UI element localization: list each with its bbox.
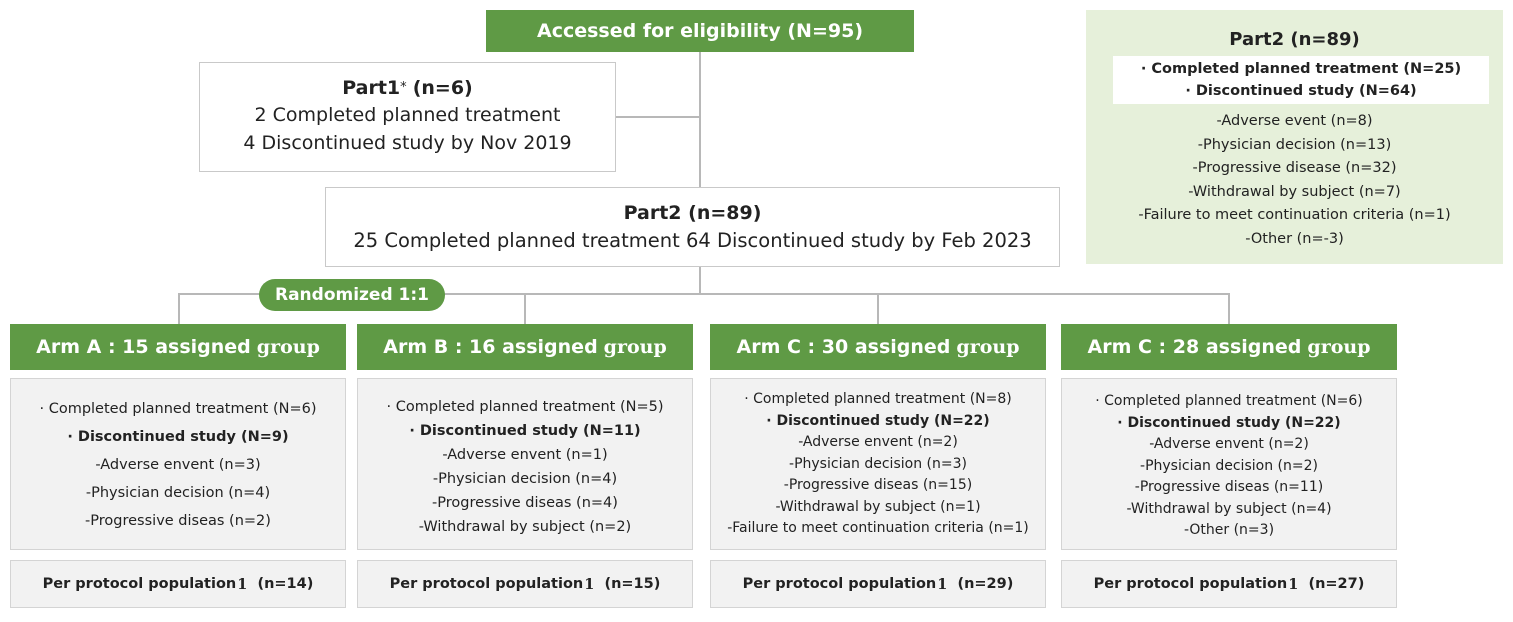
pp-superscript: 1	[1288, 575, 1299, 593]
part1-title: Part1	[342, 77, 401, 99]
pp-count: (n=15)	[604, 576, 661, 592]
arm-c1-reason: -Progressive diseas (n=15)	[783, 477, 973, 493]
arm-b-title: Arm B : 16 assigned	[383, 336, 598, 358]
part2-summary-panel	[1086, 10, 1503, 264]
pp-label: Per protocol population	[389, 576, 584, 592]
arm-c2-reason: -Physician decision (n=2)	[1140, 457, 1318, 474]
part2-summary-discontinued: · Discontinued study (N=64)	[1185, 83, 1417, 99]
arm-a-reason: -Adverse envent (n=3)	[95, 457, 261, 473]
part2-center-line: 25 Completed planned treatment 64 Discontinued study by Feb 2023	[353, 229, 1032, 252]
arm-c1-reason: -Failure to meet continuation criteria (n=1)	[727, 520, 1029, 536]
arm-a-outcomes	[10, 378, 346, 550]
connector-arm-b	[524, 293, 526, 324]
pp-superscript: 1	[584, 575, 595, 593]
pp-count: (n=27)	[1308, 576, 1365, 592]
pp-count: (n=14)	[257, 576, 314, 592]
pp-label: Per protocol population	[1093, 576, 1288, 592]
part2-summary-title: Part2 (n=89)	[1229, 29, 1360, 50]
part2-summary-reason: -Other (n=-3)	[1245, 230, 1344, 247]
connector-top-vertical	[699, 52, 701, 188]
arm-c2-reason: -Progressive diseas (n=11)	[1134, 479, 1324, 495]
part1-line1: 2 Completed planned treatment	[254, 104, 561, 126]
part2-summary-completed: · Completed planned treatment (N=25)	[1140, 61, 1462, 77]
part2-summary-reason: -Physician decision (n=13)	[1197, 136, 1392, 153]
arm-a-header	[10, 324, 346, 370]
arm-a-discontinued: · Discontinued study (N=9)	[67, 429, 289, 445]
arm-c2-per-protocol	[1061, 560, 1397, 608]
part1-line2: 4 Discontinued study by Nov 2019	[243, 132, 572, 154]
eligibility-title: Accessed for eligibility (N=95)	[536, 20, 863, 42]
arm-c2-discontinued: · Discontinued study (N=22)	[1117, 414, 1341, 431]
arm-c2-title: Arm C : 28 assigned	[1087, 336, 1302, 358]
arm-b-reason: -Withdrawal by subject (n=2)	[418, 519, 632, 535]
arm-b-completed: · Completed planned treatment (N=5)	[386, 399, 664, 415]
arm-c1-reason: -Adverse envent (n=2)	[798, 434, 958, 450]
arm-c2-completed: · Completed planned treatment (N=6)	[1095, 393, 1363, 409]
pp-label: Per protocol population	[742, 576, 937, 592]
arm-c1-header	[710, 324, 1046, 370]
arm-c2-outcomes	[1061, 378, 1397, 550]
pp-label: Per protocol population	[42, 576, 237, 592]
arm-c1-completed: · Completed planned treatment (N=8)	[744, 391, 1012, 407]
arm-c2-reason: -Other (n=3)	[1183, 522, 1275, 538]
arm-c1-reason: -Physician decision (n=3)	[789, 455, 967, 472]
part2-center-box	[325, 187, 1060, 267]
part2-summary-reason: -Adverse event (n=8)	[1216, 113, 1373, 129]
part2-summary-reasons	[1086, 110, 1503, 251]
part1-box	[199, 62, 616, 172]
eligibility-box	[486, 10, 914, 52]
randomized-label: Randomized 1:1	[274, 285, 430, 305]
arm-c1-per-protocol	[710, 560, 1046, 608]
arm-a-per-protocol	[10, 560, 346, 608]
arm-a-reason: -Physician decision (n=4)	[85, 485, 271, 501]
arm-b-group: group	[603, 336, 667, 358]
arm-c1-discontinued: · Discontinued study (N=22)	[766, 412, 990, 429]
part2-summary-reason: -Withdrawal by subject (n=7)	[1188, 183, 1401, 200]
arm-a-completed: · Completed planned treatment (N=6)	[39, 401, 317, 417]
arm-b-discontinued: · Discontinued study (N=11)	[409, 423, 641, 439]
part1-star: *	[400, 80, 407, 95]
arm-b-header	[357, 324, 693, 370]
part1-heading	[200, 75, 615, 101]
part2-center-title: Part2 (n=89)	[623, 202, 762, 224]
arm-c1-outcomes	[710, 378, 1046, 550]
arm-c2-reason: -Withdrawal by subject (n=4)	[1126, 500, 1332, 517]
arm-b-per-protocol	[357, 560, 693, 608]
arm-a-group: group	[256, 336, 320, 358]
part2-summary-highlight	[1113, 56, 1489, 104]
arm-b-outcomes	[357, 378, 693, 550]
arm-c2-reason: -Adverse envent (n=2)	[1149, 436, 1309, 452]
part1-n: (n=6)	[412, 77, 473, 99]
pp-superscript: 1	[237, 575, 248, 593]
connector-arm-a	[178, 293, 180, 324]
connector-part2-down	[699, 266, 701, 294]
arm-c1-group: group	[956, 336, 1020, 358]
arm-c2-group: group	[1307, 336, 1371, 358]
pp-count: (n=29)	[957, 576, 1014, 592]
connector-part1	[615, 116, 700, 118]
arm-a-title: Arm A : 15 assigned	[36, 336, 251, 358]
arm-c2-header	[1061, 324, 1397, 370]
part2-summary-reason: -Failure to meet continuation criteria (n=1)	[1138, 207, 1451, 223]
arm-c1-title: Arm C : 30 assigned	[736, 336, 951, 358]
connector-arm-c1	[877, 293, 879, 324]
randomized-badge	[259, 279, 445, 311]
arm-c1-reason: -Withdrawal by subject (n=1)	[775, 498, 981, 515]
part2-summary-reason: -Progressive disease (n=32)	[1192, 160, 1397, 176]
pp-superscript: 1	[937, 575, 948, 593]
arm-b-reason: -Physician decision (n=4)	[432, 471, 618, 487]
connector-arm-c2	[1228, 293, 1230, 324]
arm-b-reason: -Progressive diseas (n=4)	[432, 495, 618, 511]
arm-a-reason: -Progressive diseas (n=2)	[85, 513, 271, 529]
arm-b-reason: -Adverse envent (n=1)	[442, 447, 608, 463]
